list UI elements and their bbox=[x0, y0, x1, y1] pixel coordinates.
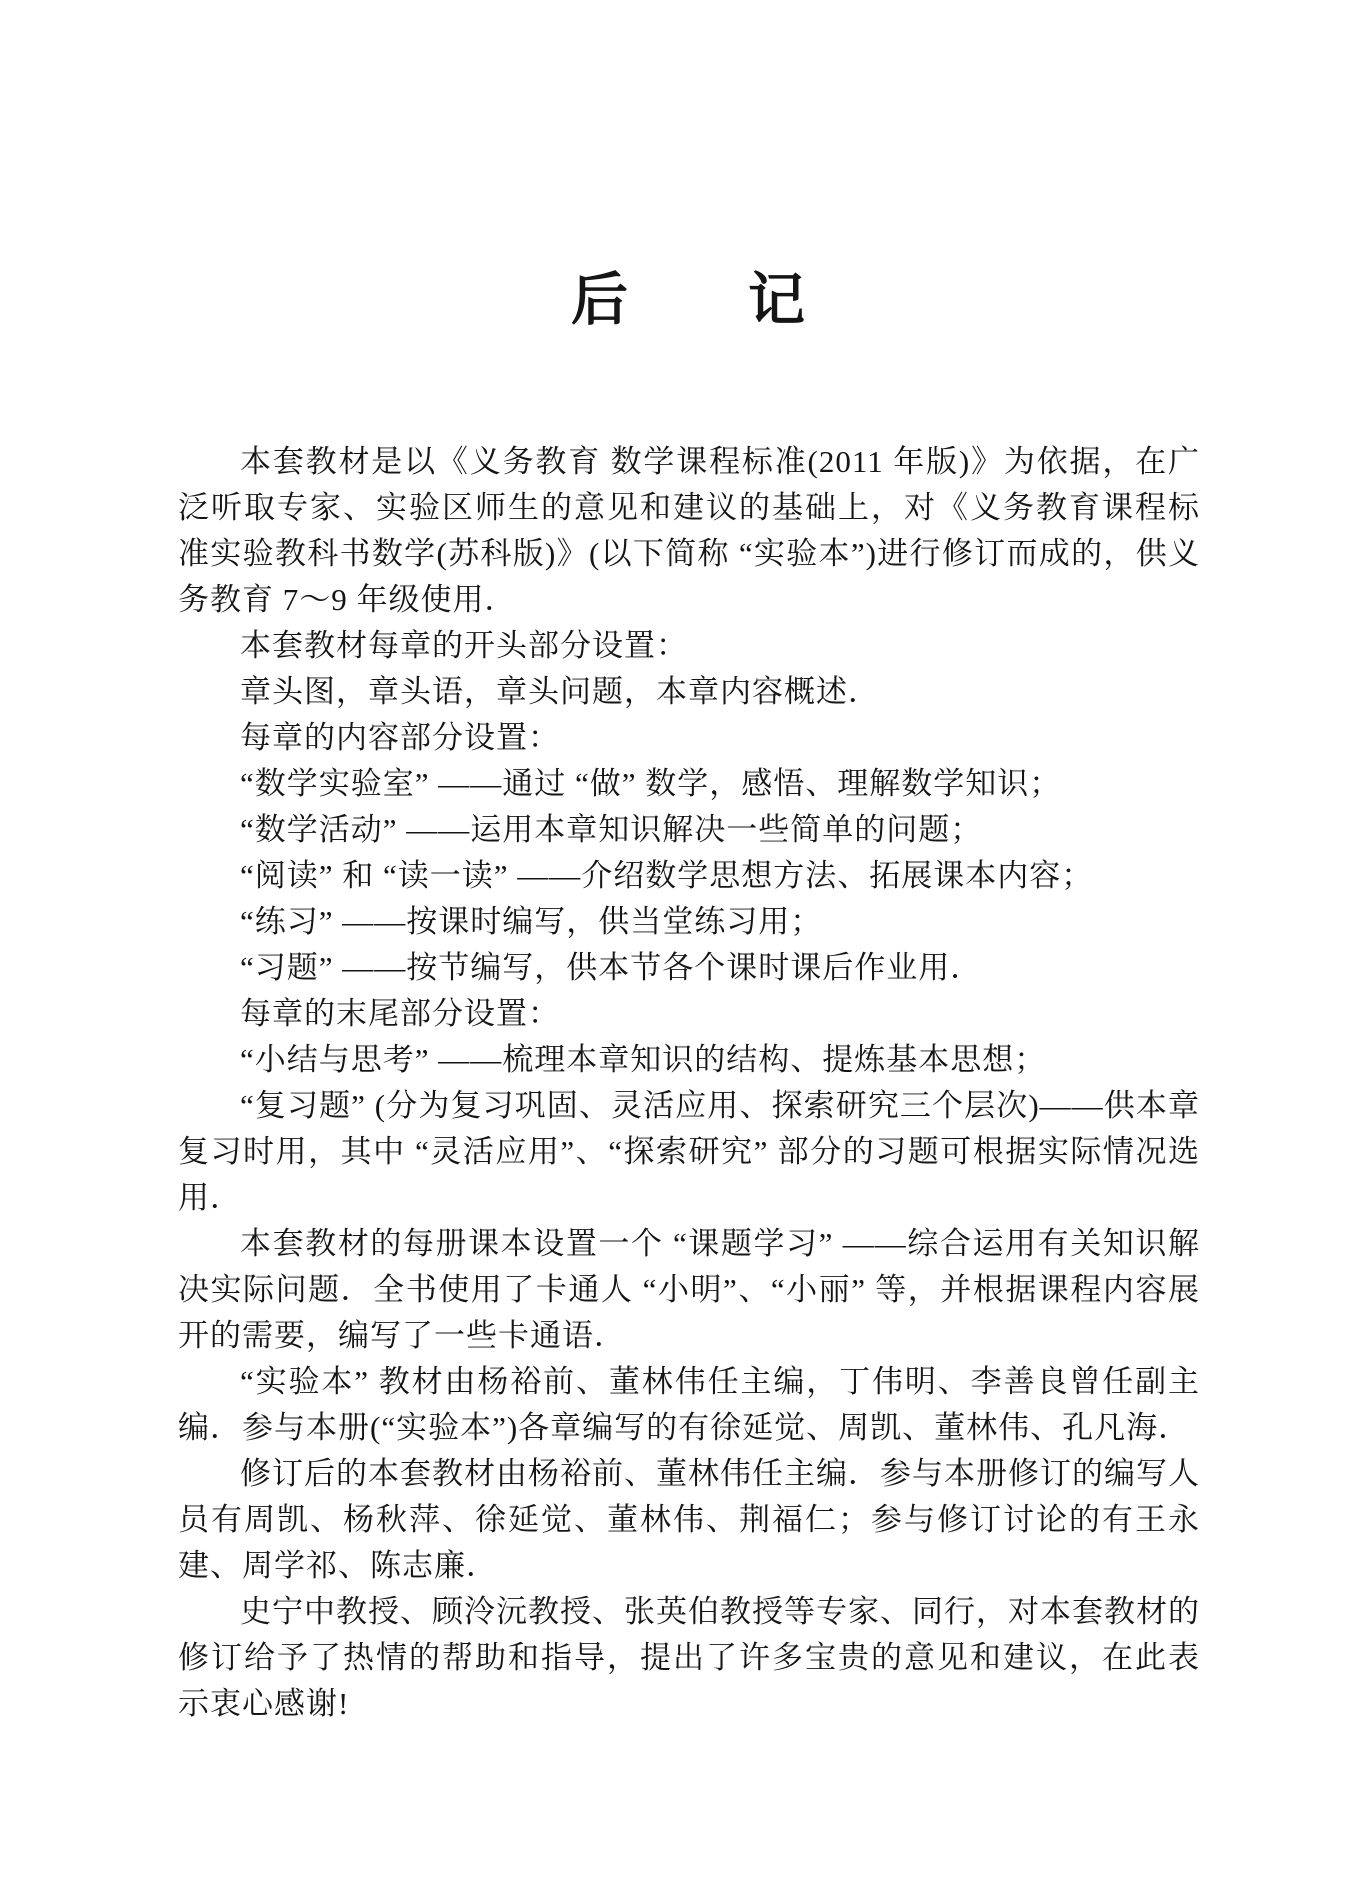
paragraph: “复习题” (分为复习巩固、灵活应用、探索研究三个层次)——供本章复习时用，其中 “灵活应用”、“探索研究” 部分的习题可根据实际情况选用． bbox=[178, 1088, 1200, 1215]
paragraph: 本套教材是以《义务教育 数学课程标准(2011 年版)》为依据，在广泛听取专家、实验区师生的意见和建议的基础上，对《义务教育课程标准实验教科书数学(苏科版)》(以下简称 “实验本”)进行修订而成的，供义务教育 7～9 年级使用． bbox=[178, 444, 1200, 617]
paragraph: 每章的末尾部分设置： bbox=[240, 996, 560, 1031]
paragraph: “数学活动” ——运用本章知识解决一些简单的问题； bbox=[240, 812, 983, 847]
paragraph: “阅读” 和 “读一读” ——介绍数学思想方法、拓展课本内容； bbox=[240, 858, 1094, 893]
paragraph: 章头图，章头语，章头问题，本章内容概述． bbox=[240, 674, 880, 709]
paragraph: 修订后的本套教材由杨裕前、董林伟任主编．参与本册修订的编写人员有周凯、杨秋萍、徐延觉、董林伟、荆福仁；参与修订讨论的有王永建、周学祁、陈志廉． bbox=[178, 1456, 1200, 1583]
paragraph: “练习” ——按课时编写，供当堂练习用； bbox=[240, 904, 823, 939]
paragraph: 每章的内容部分设置： bbox=[240, 720, 560, 755]
document-page bbox=[178, 0, 1200, 1727]
paragraph: 本套教材每章的开头部分设置： bbox=[240, 628, 688, 663]
paragraph: “习题” ——按节编写，供本节各个课时课后作业用． bbox=[240, 950, 983, 985]
paragraph: “小结与思考” ——梳理本章知识的结构、提炼基本思想； bbox=[240, 1042, 1047, 1077]
paragraph: “数学实验室” ——通过 “做” 数学，感悟、理解数学知识； bbox=[240, 766, 1062, 801]
paragraph: 史宁中教授、顾泠沅教授、张英伯教授等专家、同行，对本套教材的修订给予了热情的帮助和指导，提出了许多宝贵的意见和建议，在此表示衷心感谢! bbox=[178, 1594, 1200, 1721]
page-title: 后 记 bbox=[571, 269, 807, 332]
afterword-body bbox=[178, 439, 1200, 1727]
paragraph: “实验本” 教材由杨裕前、董林伟任主编，丁伟明、李善良曾任副主编．参与本册(“实验本”)各章编写的有徐延觉、周凯、董林伟、孔凡海． bbox=[178, 1364, 1200, 1445]
paragraph: 本套教材的每册课本设置一个 “课题学习” ——综合运用有关知识解决实际问题．全书使用了卡通人 “小明”、“小丽” 等，并根据课程内容展开的需要，编写了一些卡通语． bbox=[178, 1226, 1200, 1353]
